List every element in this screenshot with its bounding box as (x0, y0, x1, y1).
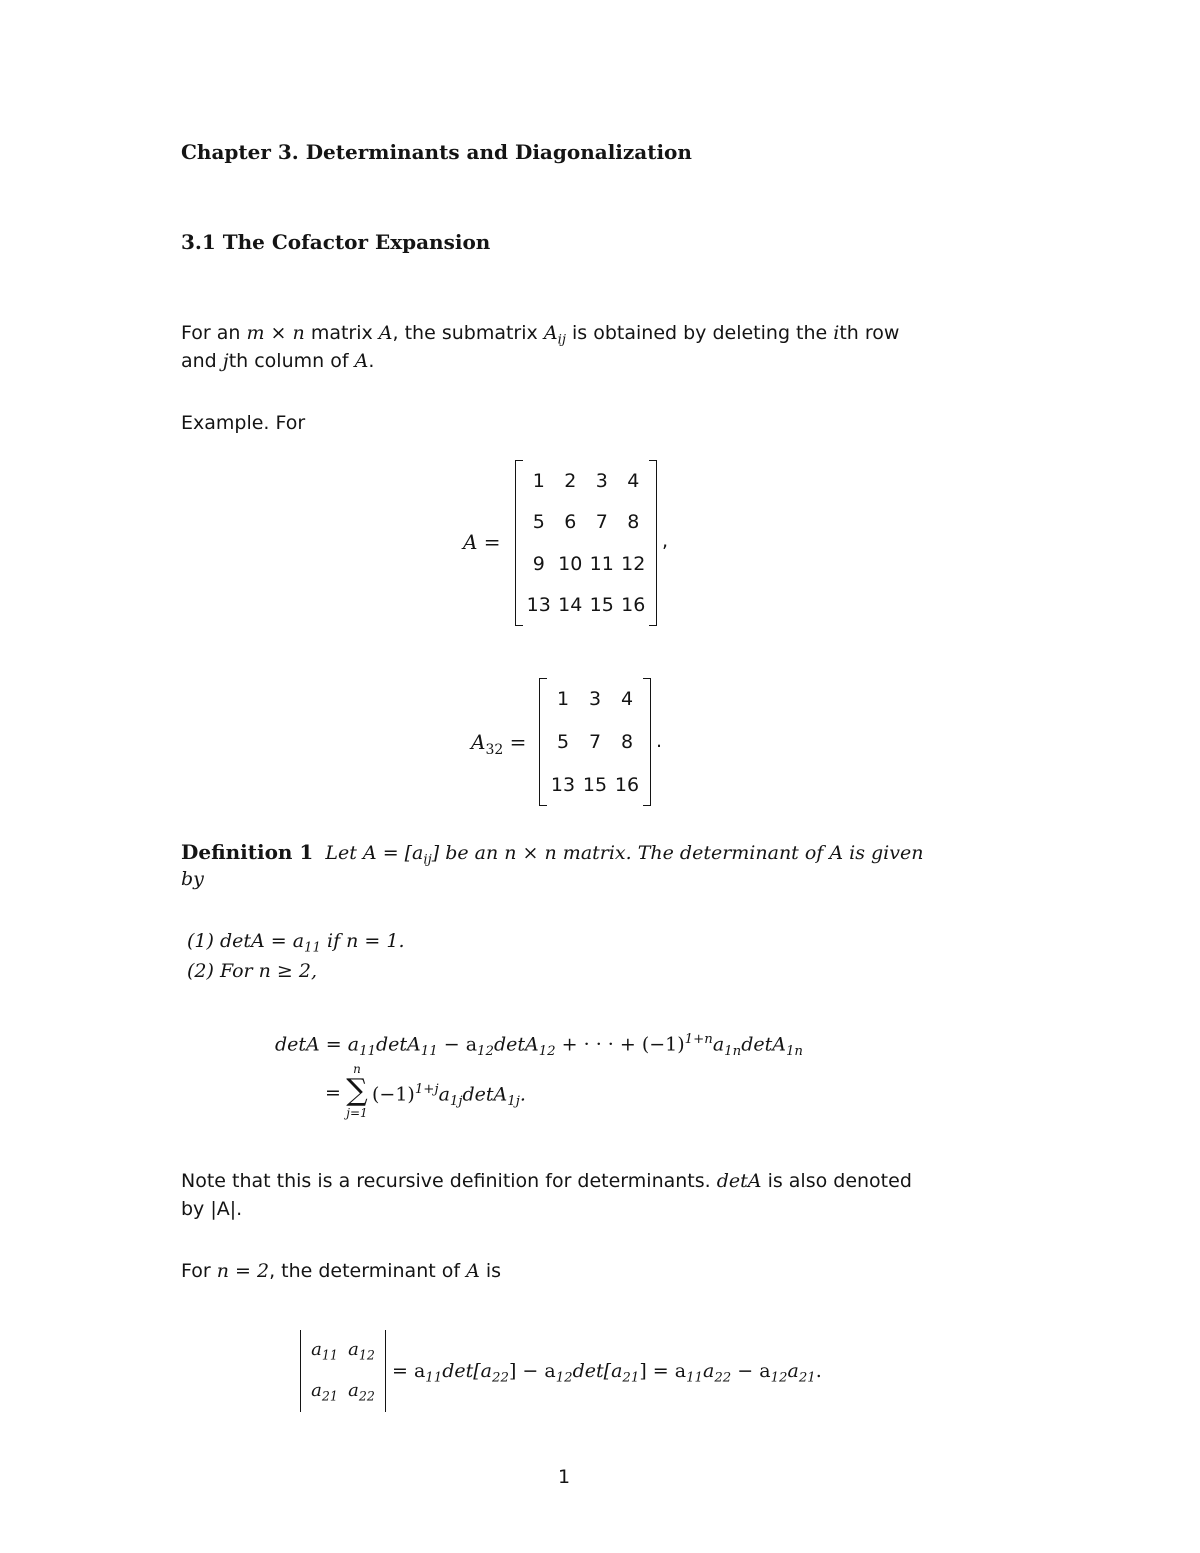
intro-line-2: and jth column of A. (181, 350, 375, 372)
example-label: Example. For (181, 412, 306, 434)
matrix-a32-lhs: $A_{32}$ = (471, 730, 527, 758)
formula-line-2: $(-1)^{1+j}a_{1j}\det A_{1j}$. (372, 1082, 526, 1109)
page-number: 1 (558, 1466, 571, 1488)
sum-icon: ∑ (346, 1073, 368, 1108)
formula-eq: = (325, 1082, 341, 1104)
definition-label: Definition 1 (181, 840, 314, 864)
det-2x2: $a_{11}$ $a_{12}$ $a_{21}$ $a_{22}$ (300, 1330, 386, 1412)
intro-line-1: For an m × n matrix A, the submatrix $A_{ij}$ is obtained by deleting the ith row (181, 322, 900, 348)
formula-sum: n ∑ j=1 (346, 1062, 368, 1120)
definition-item-1: (1) $\det A = a_{11}$ if n = 1. (187, 930, 405, 956)
formula-line-1: $\det A = a_{11}\det A_{11} - a_{12}\det A_{12}$ + · · · + $(-1)^{1+n}a_{1n}\det A_{1n}$ (275, 1032, 803, 1059)
note-line-1: Note that this is a recursive definition for determinants. detA is also denoted (181, 1170, 912, 1192)
matrix-a (515, 460, 657, 626)
definition-line-2: by (181, 868, 204, 890)
definition-item-2: (2) For n ≥ 2, (187, 960, 318, 982)
section-title: 3.1 The Cofactor Expansion (181, 230, 491, 254)
definition-line-1: Definition 1 Let $A = [a_{ij}]$ be an n × n matrix. The determinant of A is given (181, 840, 924, 868)
chapter-title: Chapter 3. Determinants and Diagonalization (181, 140, 692, 164)
matrix-a-table: 1 2 3 4 5 6 7 8 9 10 11 12 13 14 15 16 (526, 469, 646, 617)
matrix-a32: 1 3 4 5 7 8 13 15 16 (539, 678, 651, 806)
n2-line: For n = 2, the determinant of A is (181, 1260, 502, 1282)
note-line-2: by |A|. (181, 1198, 243, 1220)
matrix-a32-period: . (656, 730, 663, 752)
matrix-a-comma: , (662, 530, 669, 552)
matrix-a-lhs: A = (463, 530, 501, 554)
det-2x2-rhs: = $a_{11}\det[a_{22}] - a_{12}\det[a_{21}] = a_{11}a_{22} - a_{12}a_{21}$. (392, 1360, 822, 1386)
